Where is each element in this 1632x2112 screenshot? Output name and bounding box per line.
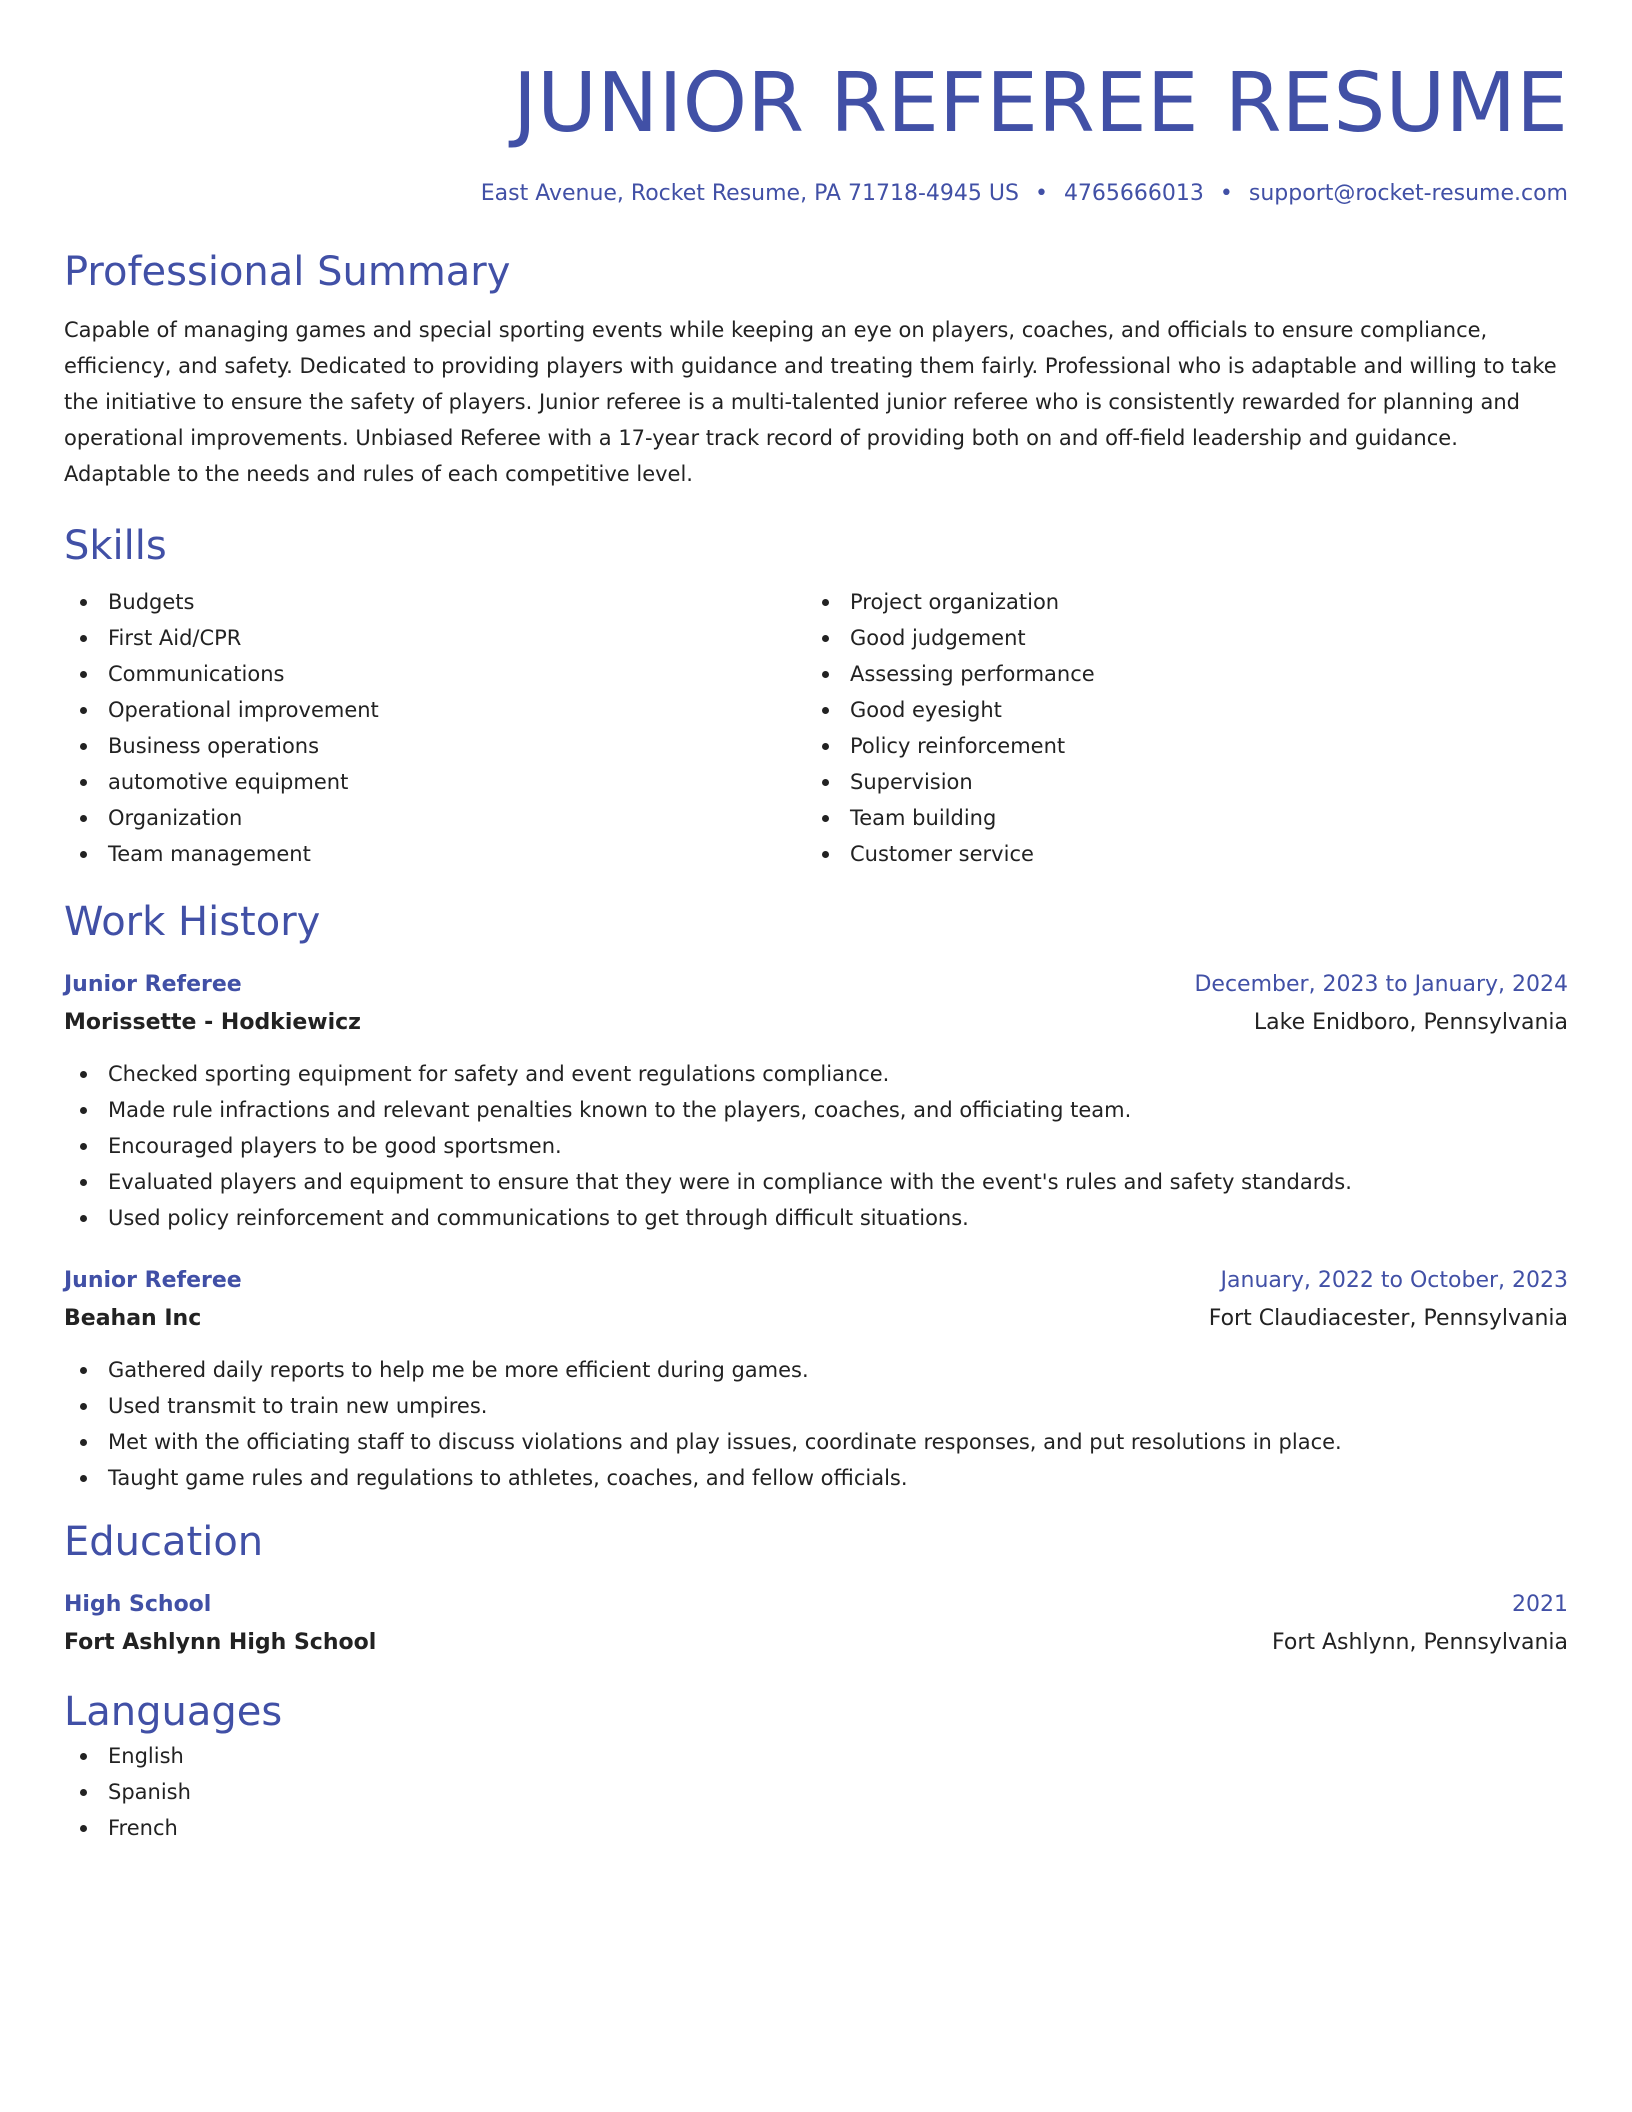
job-duty: Made rule infractions and relevant penalties known to the players, coaches, and officiating team. <box>64 1092 1568 1128</box>
company-name: Beahan Inc <box>64 1306 202 1331</box>
contact-email: support@rocket-resume.com <box>1248 181 1568 206</box>
work-entry-subheader <box>64 1008 1568 1038</box>
language-item: English <box>64 1738 1568 1774</box>
education-entry <box>64 1590 1568 1658</box>
contact-separator: • <box>1034 181 1048 206</box>
job-dates: December, 2023 to January, 2024 <box>1194 972 1568 997</box>
degree: High School <box>64 1592 212 1617</box>
skills-grid <box>64 584 1568 872</box>
skill-item: Operational improvement <box>64 692 806 728</box>
job-location: Fort Claudiacester, Pennsylvania <box>1208 1306 1568 1331</box>
job-duty: Encouraged players to be good sportsmen. <box>64 1128 1568 1164</box>
education-entry-subheader <box>64 1628 1568 1658</box>
languages-list <box>64 1738 1568 1846</box>
school-location: Fort Ashlynn, Pennsylvania <box>1272 1630 1568 1655</box>
work-history-heading: Work History <box>64 899 321 945</box>
skill-item: Assessing performance <box>806 656 1548 692</box>
school-name: Fort Ashlynn High School <box>64 1630 377 1655</box>
skill-item: Good eyesight <box>806 692 1548 728</box>
education-entry-header <box>64 1590 1568 1620</box>
graduation-year: 2021 <box>1512 1592 1568 1617</box>
skill-item: First Aid/CPR <box>64 620 806 656</box>
job-title: Junior Referee <box>64 1268 242 1293</box>
skills-left-column <box>64 584 806 872</box>
job-duty: Met with the officiating staff to discuss violations and play issues, coordinate responses, and put resolutions in place. <box>64 1424 1568 1460</box>
work-entry <box>64 1266 1568 1496</box>
job-duties <box>64 1352 1568 1496</box>
summary-heading: Professional Summary <box>64 249 511 295</box>
resume-title: JUNIOR REFEREE RESUME <box>512 56 1568 151</box>
skill-item: automotive equipment <box>64 764 806 800</box>
skill-item: Communications <box>64 656 806 692</box>
language-item: French <box>64 1810 1568 1846</box>
skill-item: Project organization <box>806 584 1548 620</box>
work-entry-header <box>64 1266 1568 1296</box>
job-duty: Taught game rules and regulations to athletes, coaches, and fellow officials. <box>64 1460 1568 1496</box>
skill-item: Business operations <box>64 728 806 764</box>
skill-item: Supervision <box>806 764 1548 800</box>
job-duty: Used policy reinforcement and communications to get through difficult situations. <box>64 1200 1568 1236</box>
company-name: Morissette - Hodkiewicz <box>64 1010 361 1035</box>
education-heading: Education <box>64 1519 264 1565</box>
job-duty: Gathered daily reports to help me be more efficient during games. <box>64 1352 1568 1388</box>
contact-line <box>64 180 1568 208</box>
skill-item: Good judgement <box>806 620 1548 656</box>
skill-item: Team building <box>806 800 1548 836</box>
languages-heading: Languages <box>64 1689 283 1735</box>
job-location: Lake Enidboro, Pennsylvania <box>1253 1010 1568 1035</box>
job-duty: Used transmit to train new umpires. <box>64 1388 1568 1424</box>
job-duties <box>64 1056 1568 1236</box>
resume-page <box>64 0 1568 1846</box>
skill-item: Policy reinforcement <box>806 728 1548 764</box>
skill-item: Team management <box>64 836 806 872</box>
work-entry-subheader <box>64 1304 1568 1334</box>
job-duty: Checked sporting equipment for safety and event regulations compliance. <box>64 1056 1568 1092</box>
contact-address: East Avenue, Rocket Resume, PA 71718-4945 US <box>480 181 1019 206</box>
job-title: Junior Referee <box>64 972 242 997</box>
work-entry-header <box>64 970 1568 1000</box>
contact-phone: 4765666013 <box>1063 181 1204 206</box>
job-dates: January, 2022 to October, 2023 <box>1220 1268 1568 1293</box>
skill-item: Customer service <box>806 836 1548 872</box>
language-item: Spanish <box>64 1774 1568 1810</box>
skill-item: Budgets <box>64 584 806 620</box>
summary-text: Capable of managing games and special sporting events while keeping an eye on players, coaches, and officials to ensure compliance, efficiency, and safety. Dedicated to providing players with guidance and treating them fairly. Professional who is adaptable and willing to take the initiative to ensure the safety of players. Junior referee is a multi-talented junior referee who is consistently rewarded for planning and operational improvements. Unbiased Referee with a 17-year track record of providing both on and off-field leadership and guidance. Adaptable to the needs and rules of each competitive level. <box>64 318 1557 486</box>
skill-item: Organization <box>64 800 806 836</box>
job-duty: Evaluated players and equipment to ensure that they were in compliance with the event's rules and safety standards. <box>64 1164 1568 1200</box>
work-entry <box>64 970 1568 1236</box>
contact-separator: • <box>1219 181 1233 206</box>
skills-heading: Skills <box>64 523 167 569</box>
skills-right-column <box>806 584 1548 872</box>
